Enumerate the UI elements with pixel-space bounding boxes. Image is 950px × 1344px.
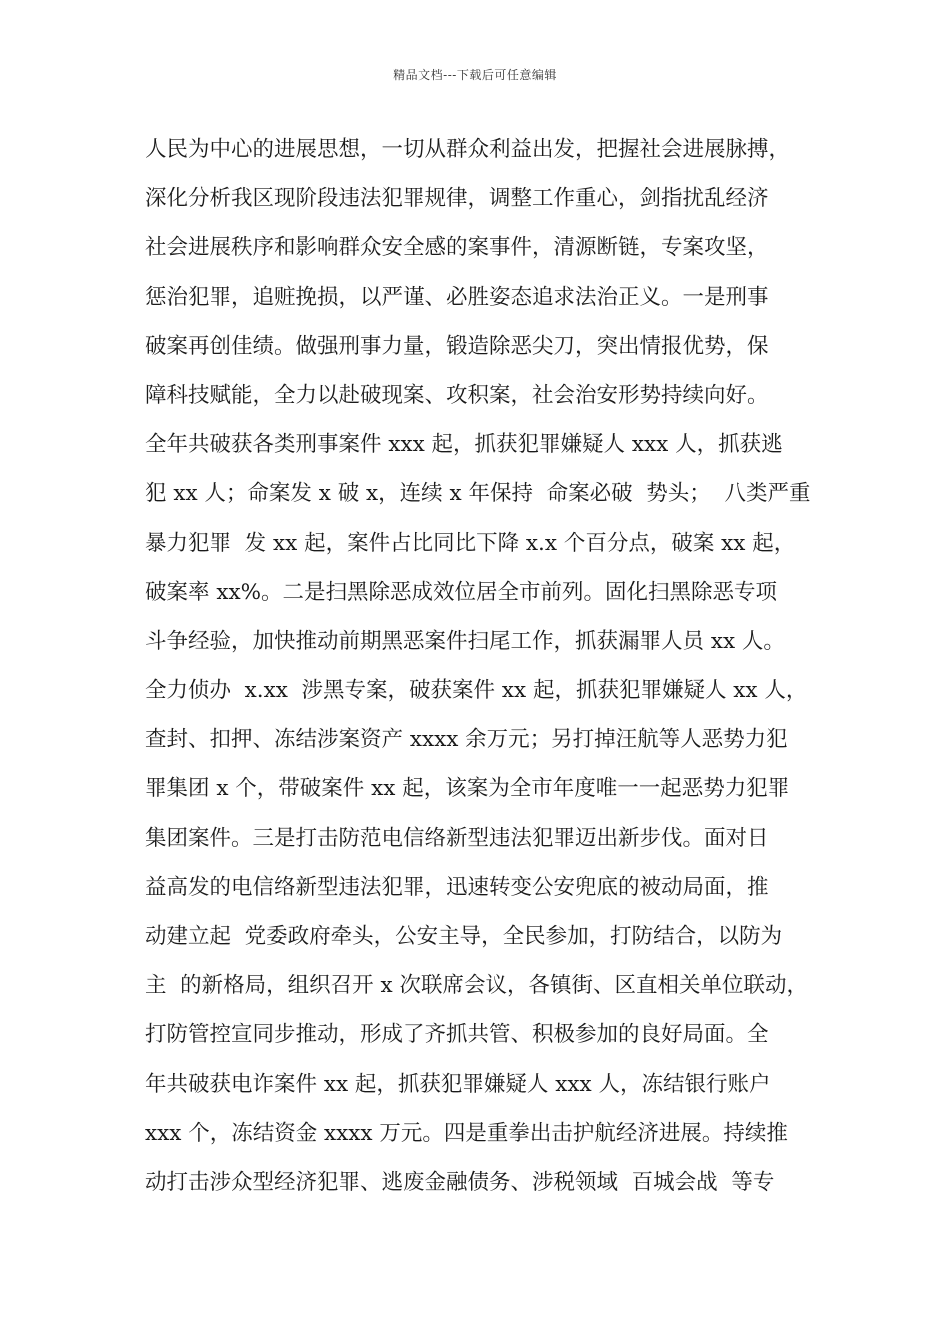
- body-line: 社会进展秩序和影响群众安全感的案事件，清源断链，专案攻坚，: [145, 235, 769, 261]
- page-header: 精品文档---下载后可任意编辑: [393, 68, 557, 82]
- body-line: 障科技赋能，全力以赴破现案、攻积案，社会治安形势持续向好。: [145, 382, 769, 408]
- body-line: 全年共破获各类刑事案件 xxx 起，抓获犯罪嫌疑人 xxx 人，抓获逃: [145, 432, 783, 458]
- body-line: 全力侦办 x.xx 涉黑专案，破获案件 xx 起，抓获犯罪嫌疑人 xx 人，: [145, 678, 808, 704]
- body-line: 人民为中心的进展思想，一切从群众利益出发，把握社会进展脉搏，: [145, 137, 791, 162]
- body-line: 打防管控宣同步推动，形成了齐抓共管、积极参加的良好局面。全: [145, 1022, 769, 1048]
- body-line: 罪集团 x 个，带破案件 xx 起，该案为全市年度唯一一起恶势力犯罪: [145, 776, 790, 802]
- body-line: 动建立起 党委政府牵头，公安主导，全民参加，打防结合，以防为: [145, 924, 783, 949]
- body-line: 斗争经验，加快推动前期黑恶案件扫尾工作，抓获漏罪人员 xx 人。: [145, 628, 785, 654]
- body-line: 年共破获电诈案件 xx 起，抓获犯罪嫌疑人 xxx 人，冻结银行账户: [145, 1071, 771, 1097]
- body-line: xxx 个，冻结资金 xxxx 万元。四是重拳出击护航经济进展。持续推: [145, 1120, 788, 1146]
- body-line: 益高发的电信络新型违法犯罪，迅速转变公安兜底的被动局面，推: [145, 874, 769, 900]
- body-line: 集团案件。三是打击防范电信络新型违法犯罪迈出新步伐。面对日: [145, 825, 769, 851]
- body-line: 惩治犯罪，追赃挽损，以严谨、必胜姿态追求法治正义。一是刑事: [145, 284, 769, 310]
- body-line: 查封、扣押、冻结涉案资产 xxxx 余万元；另打掉汪航等人恶势力犯: [145, 727, 788, 753]
- body-line: 破案率 xx%。二是扫黑除恶成效位居全市前列。固化扫黑除恶专项: [145, 579, 778, 605]
- body-line: 动打击涉众型经济犯罪、逃废金融债务、涉税领域 百城会战 等专: [145, 1169, 775, 1195]
- body-line: 深化分析我区现阶段违法犯罪规律，调整工作重心，剑指扰乱经济: [145, 186, 769, 212]
- body-line: 犯 xx 人；命案发 x 破 x，连续 x 年保持 命案必破 势头； 八类严重: [145, 481, 811, 507]
- document-body: [145, 131, 835, 1213]
- body-line: 破案再创佳绩。做强刑事力量，锻造除恶尖刀，突出情报优势，保: [145, 333, 769, 359]
- body-line: 暴力犯罪 发 xx 起，案件占比同比下降 x.x 个百分点，破案 xx 起，: [145, 530, 796, 556]
- body-line: 主 的新格局，组织召开 x 次联席会议，各镇街、区直相关单位联动，: [145, 973, 808, 999]
